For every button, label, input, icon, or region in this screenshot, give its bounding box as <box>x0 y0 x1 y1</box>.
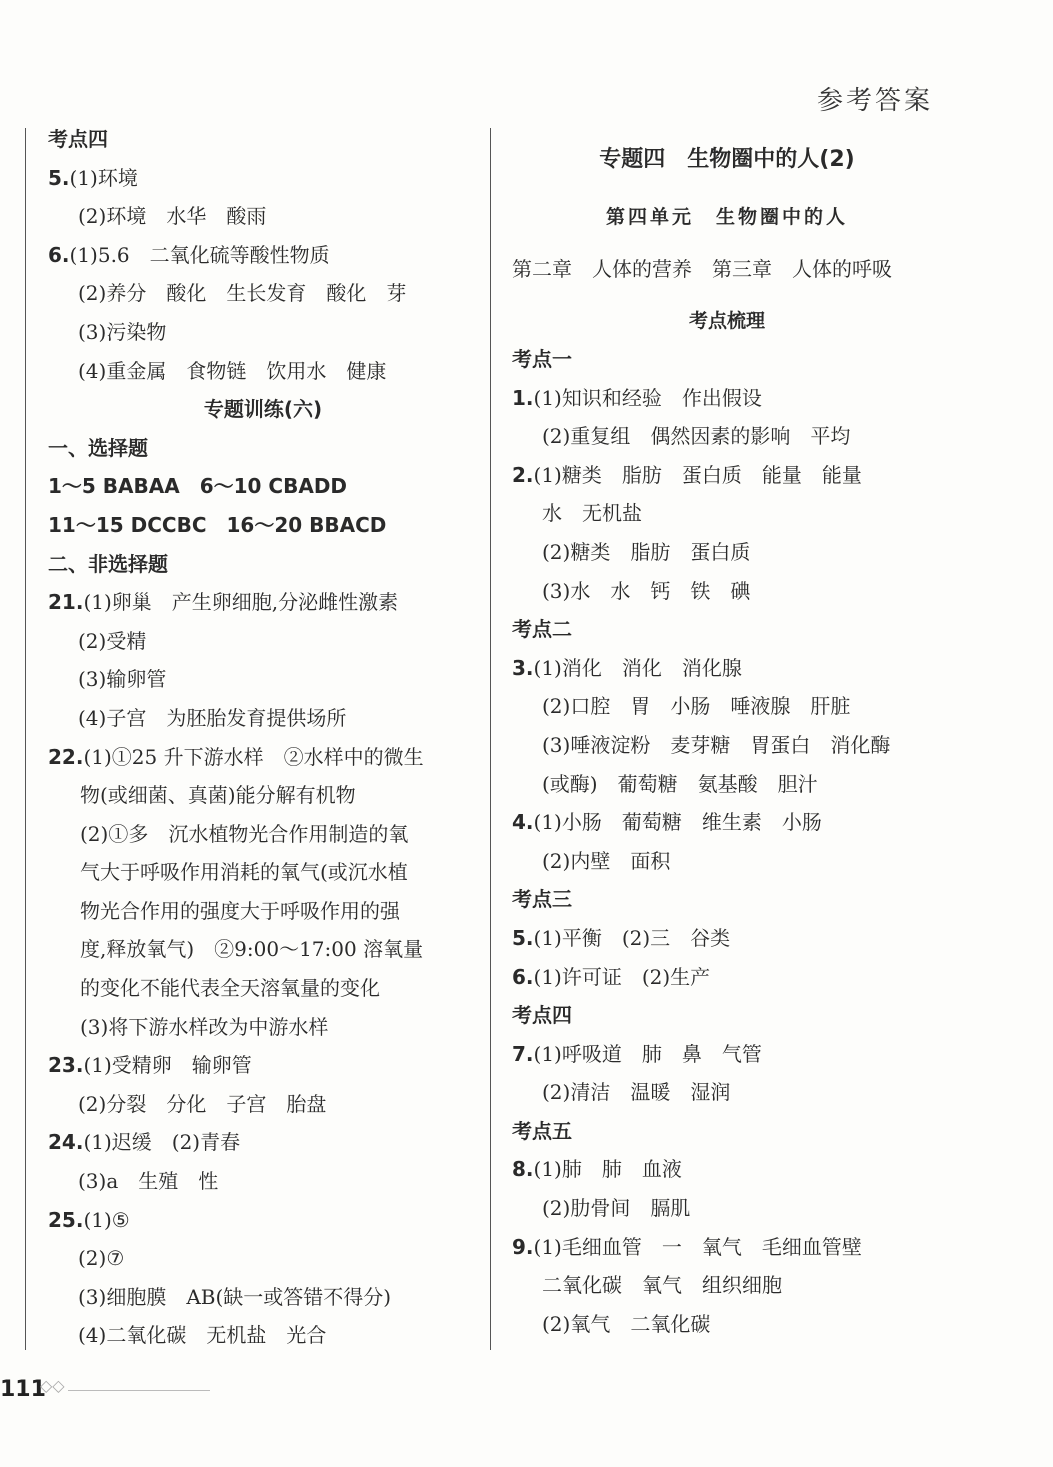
answer-text: (1)消化 消化 消化腺 <box>533 655 742 680</box>
question-number: 7. <box>512 1041 534 1066</box>
chapter-title: 第二章 人体的营养 第三章 人体的呼吸 <box>512 257 892 281</box>
section-heading: 考点四 <box>512 1003 572 1028</box>
page-header-title: 参考答案 <box>816 86 933 116</box>
answer-line: (2)氧气 二氧化碳 <box>542 1311 711 1336</box>
answer-text: (1)迟缓 (2)青春 <box>83 1130 241 1155</box>
answer-line: (2)肋骨间 膈肌 <box>542 1196 691 1221</box>
answer-item <box>512 919 942 958</box>
answer-line: (2)受精 <box>78 628 147 653</box>
right-column <box>512 120 942 1343</box>
unit-title: 第四单元 生物圈中的人 <box>605 206 848 228</box>
answer-item <box>512 803 942 842</box>
section-heading: 考点三 <box>512 887 572 912</box>
question-number: 4. <box>512 810 534 835</box>
footer-decoration: ◇◇ <box>40 1376 65 1395</box>
answer-line: (3)污染物 <box>78 319 167 344</box>
answer-item <box>512 456 942 495</box>
answer-item <box>512 379 942 418</box>
answer-continuation: 的变化不能代表全天溶氧量的变化 <box>80 976 380 1001</box>
answer-text: (1)许可证 (2)生产 <box>533 964 711 989</box>
section-heading: 考点一 <box>512 347 572 371</box>
answer-continuation: (3)将下游水样改为中游水样 <box>80 1014 329 1039</box>
answer-line: (或酶) 葡萄糖 氨基酸 胆汁 <box>542 771 818 796</box>
answer-text: (1)卵巢 产生卵细胞,分泌雌性激素 <box>83 590 399 615</box>
answer-line: (2)⑦ <box>78 1246 125 1271</box>
answer-line: (2)环境 水华 酸雨 <box>78 204 267 229</box>
section-heading: 考点五 <box>512 1118 572 1143</box>
answer-text: (1)小肠 葡萄糖 维生素 小肠 <box>533 810 822 835</box>
answer-line: (4)子宫 为胚胎发育提供场所 <box>78 705 347 730</box>
question-number: 8. <box>512 1157 534 1182</box>
question-number: 1. <box>512 385 534 410</box>
answer-item <box>512 1228 942 1267</box>
answer-item <box>512 958 942 997</box>
answer-item <box>48 1046 478 1085</box>
answer-item <box>512 1150 942 1189</box>
question-number: 2. <box>512 462 534 487</box>
answer-text: (1)5.6 二氧化硫等酸性物质 <box>69 242 330 267</box>
answer-item <box>48 738 478 777</box>
section-title: 考点梳理 <box>688 310 765 332</box>
answer-line: (2)养分 酸化 生长发育 酸化 芽 <box>78 281 407 306</box>
question-number: 9. <box>512 1234 534 1259</box>
answer-line: 二氧化碳 氧气 组织细胞 <box>542 1273 782 1298</box>
question-number: 24. <box>48 1130 84 1155</box>
answer-continuation: 气大于呼吸作用消耗的氧气(或沉水植 <box>80 860 408 885</box>
answer-line: (2)分裂 分化 子宫 胎盘 <box>78 1091 327 1116</box>
answer-line: (3)输卵管 <box>78 667 167 692</box>
answer-item <box>48 1201 478 1240</box>
answer-continuation: 物光合作用的强度大于呼吸作用的强 <box>80 898 400 923</box>
answer-line: (2)口腔 胃 小肠 唾液腺 肝脏 <box>542 694 851 719</box>
section-heading: 1～5 BABAA 6～10 CBADD <box>48 474 348 499</box>
left-margin-rule <box>25 128 26 1350</box>
question-number: 5. <box>512 925 534 950</box>
answer-line: (2)糖类 脂肪 蛋白质 <box>542 539 751 564</box>
section-heading: 11～15 DCCBC 16～20 BBACD <box>48 512 387 537</box>
answer-continuation: 物(或细菌、真菌)能分解有机物 <box>80 783 356 808</box>
answer-line: (3)a 生殖 性 <box>78 1169 219 1194</box>
answer-text: (1)知识和经验 作出假设 <box>533 385 762 410</box>
answer-item <box>48 159 478 198</box>
answer-continuation: (2)①多 沉水植物光合作用制造的氧 <box>80 821 409 846</box>
answer-continuation: 度,释放氧气) ②9:00～17:00 溶氧量 <box>80 937 424 962</box>
answer-text: (1)呼吸道 肺 鼻 气管 <box>533 1041 762 1066</box>
answer-item <box>512 1035 942 1074</box>
answer-text: (1)受精卵 输卵管 <box>83 1053 252 1078</box>
answer-item <box>512 649 942 688</box>
answer-text: (1)①25 升下游水样 ②水样中的微生 <box>83 744 424 769</box>
answer-line: (3)水 水 钙 铁 碘 <box>542 578 751 603</box>
answer-line: (4)重金属 食物链 饮用水 健康 <box>78 358 387 383</box>
left-column <box>48 120 478 1355</box>
answer-line: (2)重复组 偶然因素的影响 平均 <box>542 424 851 449</box>
footer-rule <box>68 1390 210 1391</box>
topic-title: 专题四 生物圈中的人(2) <box>599 147 855 172</box>
answer-text: (1)平衡 (2)三 谷类 <box>533 925 731 950</box>
answer-line: 水 无机盐 <box>542 501 642 526</box>
question-number: 25. <box>48 1207 84 1232</box>
section-heading: 考点二 <box>512 617 572 642</box>
answer-line: (2)内壁 面积 <box>542 848 671 873</box>
answer-line: (4)二氧化碳 无机盐 光合 <box>78 1323 327 1348</box>
column-divider <box>490 128 491 1350</box>
section-heading: 二、非选择题 <box>48 551 168 576</box>
page-number: 111 <box>0 1377 46 1402</box>
question-number: 6. <box>48 242 70 267</box>
section-heading: 考点四 <box>48 127 108 151</box>
answer-text: (1)⑤ <box>83 1207 130 1232</box>
answer-item <box>48 583 478 622</box>
section-heading: 一、选择题 <box>48 435 148 460</box>
question-number: 21. <box>48 590 84 615</box>
answer-line: (3)细胞膜 AB(缺一或答错不得分) <box>78 1284 392 1309</box>
question-number: 6. <box>512 964 534 989</box>
question-number: 22. <box>48 744 84 769</box>
exercise-title: 专题训练(六) <box>203 397 323 422</box>
answer-text: (1)糖类 脂肪 蛋白质 能量 能量 <box>533 462 862 487</box>
answer-text: (1)肺 肺 血液 <box>533 1157 682 1182</box>
answer-item <box>48 236 478 275</box>
answer-text: (1)毛细血管 一 氧气 毛细血管壁 <box>533 1234 862 1259</box>
question-number: 3. <box>512 655 534 680</box>
answer-line: (2)清洁 温暖 湿润 <box>542 1080 731 1105</box>
answer-text: (1)环境 <box>69 165 138 190</box>
question-number: 5. <box>48 165 70 190</box>
answer-item <box>48 1123 478 1162</box>
answer-line: (3)唾液淀粉 麦芽糖 胃蛋白 消化酶 <box>542 732 891 757</box>
question-number: 23. <box>48 1053 84 1078</box>
